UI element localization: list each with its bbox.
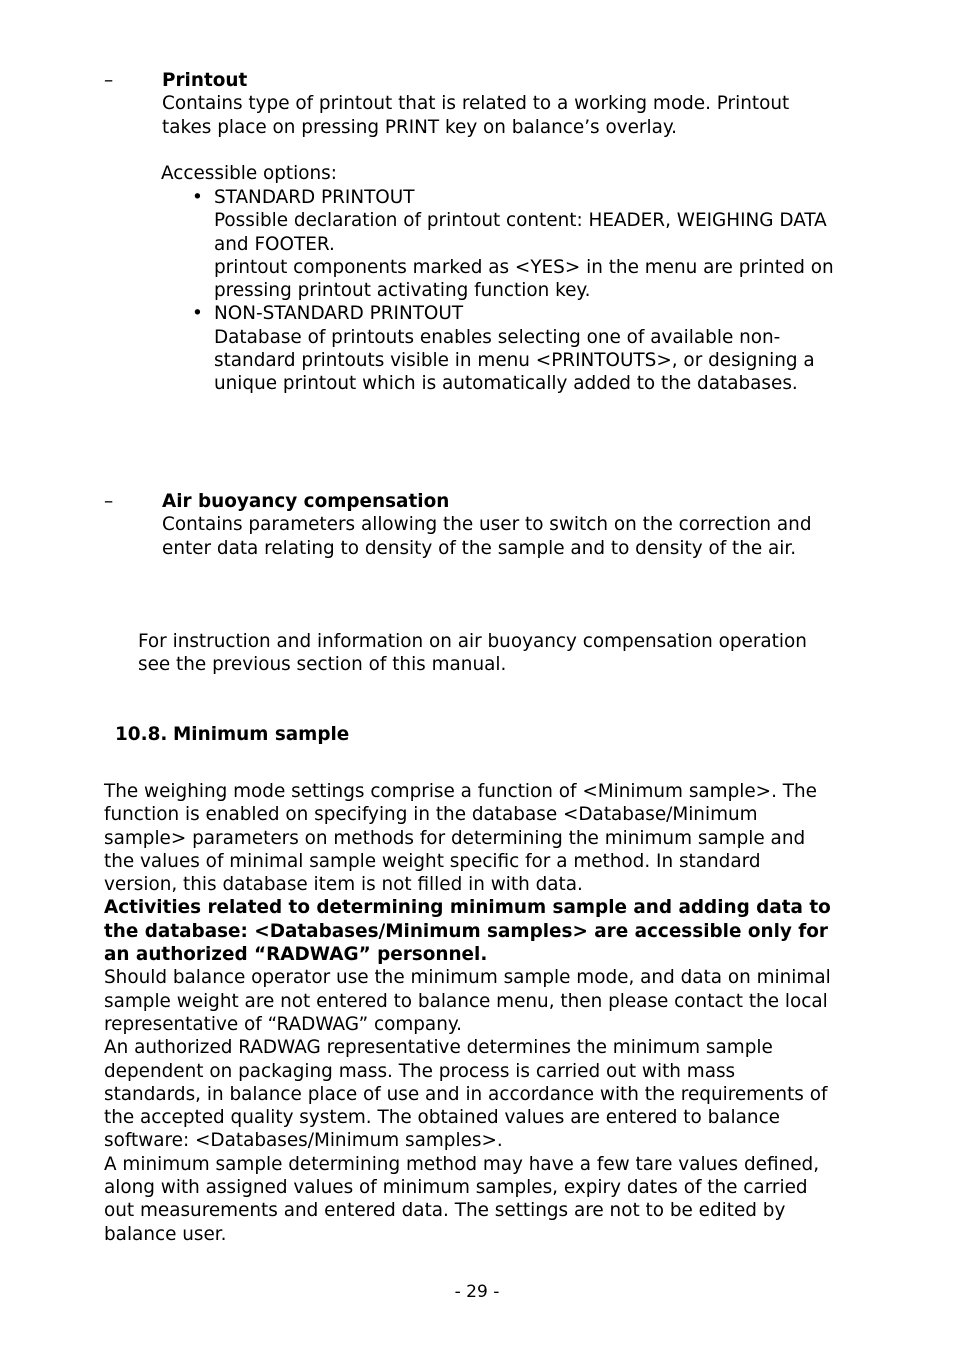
air-buoyancy-description-line: enter data relating to density of the sample and to density of the air. — [162, 537, 797, 559]
air-buoyancy-description-line: Contains parameters allowing the user to switch on the correction and — [162, 514, 812, 536]
section-heading — [115, 723, 349, 746]
body-line: along with assigned values of minimum samples, expiry dates of the carried — [104, 1177, 808, 1199]
body-line: out measurements and entered data. The settings are not to be edited by — [104, 1200, 786, 1222]
option-line: NON-STANDARD PRINTOUT — [214, 303, 464, 325]
printout-description-line: takes place on pressing PRINT key on balance’s overlay. — [162, 116, 677, 138]
printout-title: Printout — [162, 70, 248, 91]
options-label: Accessible options: — [161, 163, 337, 184]
body-line: A minimum sample determining method may have a few tare values defined, — [104, 1153, 820, 1175]
list-dash: – — [104, 491, 114, 512]
body-line-bold: the database: <Databases/Minimum samples> are accessible only for — [104, 920, 828, 942]
list-dash: – — [104, 70, 114, 91]
body-line-bold: Activities related to determining minimum sample and adding data to — [104, 897, 831, 919]
body-line: version, this database item is not filled in with data. — [104, 874, 583, 896]
option-line: standard printouts visible in menu <PRINTOUTS>, or designing a — [214, 350, 815, 372]
printout-description-line: Contains type of printout that is related to a working mode. Printout — [162, 93, 790, 115]
air-buoyancy-title: Air buoyancy compensation — [162, 491, 450, 512]
options-list — [190, 186, 880, 396]
option-line: Possible declaration of printout content: HEADER, WEIGHING DATA — [214, 210, 827, 232]
option-line: Database of printouts enables selecting one of available non- — [214, 326, 781, 348]
body-line-bold: an authorized “RADWAG” personnel. — [104, 944, 488, 966]
option-line: printout components marked as <YES> in the menu are printed on — [214, 256, 834, 278]
section-title: Minimum sample — [173, 724, 350, 745]
bullet-icon: • — [192, 303, 203, 325]
body-line: balance user. — [104, 1223, 227, 1245]
note-line: see the previous section of this manual. — [138, 654, 507, 676]
note-paragraph — [138, 630, 868, 677]
body-line: software: <Databases/Minimum samples>. — [104, 1130, 503, 1152]
option-line: and FOOTER. — [214, 233, 335, 255]
body-line: dependent on packaging mass. The process is carried out with mass — [104, 1060, 736, 1082]
option-line: unique printout which is automatically added to the databases. — [214, 373, 798, 395]
option-standard-printout — [190, 186, 880, 302]
body-line: function is enabled on specifying in the database <Database/Minimum — [104, 804, 758, 826]
body-line: standards, in balance place of use and in accordance with the requirements of — [104, 1083, 828, 1105]
page-number: - 29 - — [454, 1282, 500, 1302]
air-buoyancy-section — [162, 490, 882, 560]
section-number: 10.8. — [115, 724, 168, 745]
printout-section — [162, 69, 882, 139]
body-line: Should balance operator use the minimum sample mode, and data on minimal — [104, 967, 831, 989]
section-body — [104, 780, 879, 1246]
body-line: sample> parameters on methods for determining the minimum sample and — [104, 827, 806, 849]
body-line: sample weight are not entered to balance menu, then please contact the local — [104, 990, 828, 1012]
body-line: representative of “RADWAG” company. — [104, 1013, 462, 1035]
option-non-standard-printout — [190, 302, 880, 395]
option-line: STANDARD PRINTOUT — [214, 187, 415, 208]
bullet-icon: • — [192, 187, 203, 208]
body-line: the accepted quality system. The obtained values are entered to balance — [104, 1107, 780, 1129]
option-line: pressing printout activating function key. — [214, 280, 591, 302]
body-line: An authorized RADWAG representative determines the minimum sample — [104, 1037, 773, 1059]
body-line: the values of minimal sample weight specific for a method. In standard — [104, 850, 761, 872]
body-line: The weighing mode settings comprise a function of <Minimum sample>. The — [104, 781, 817, 802]
note-line: For instruction and information on air buoyancy compensation operation — [138, 631, 807, 652]
